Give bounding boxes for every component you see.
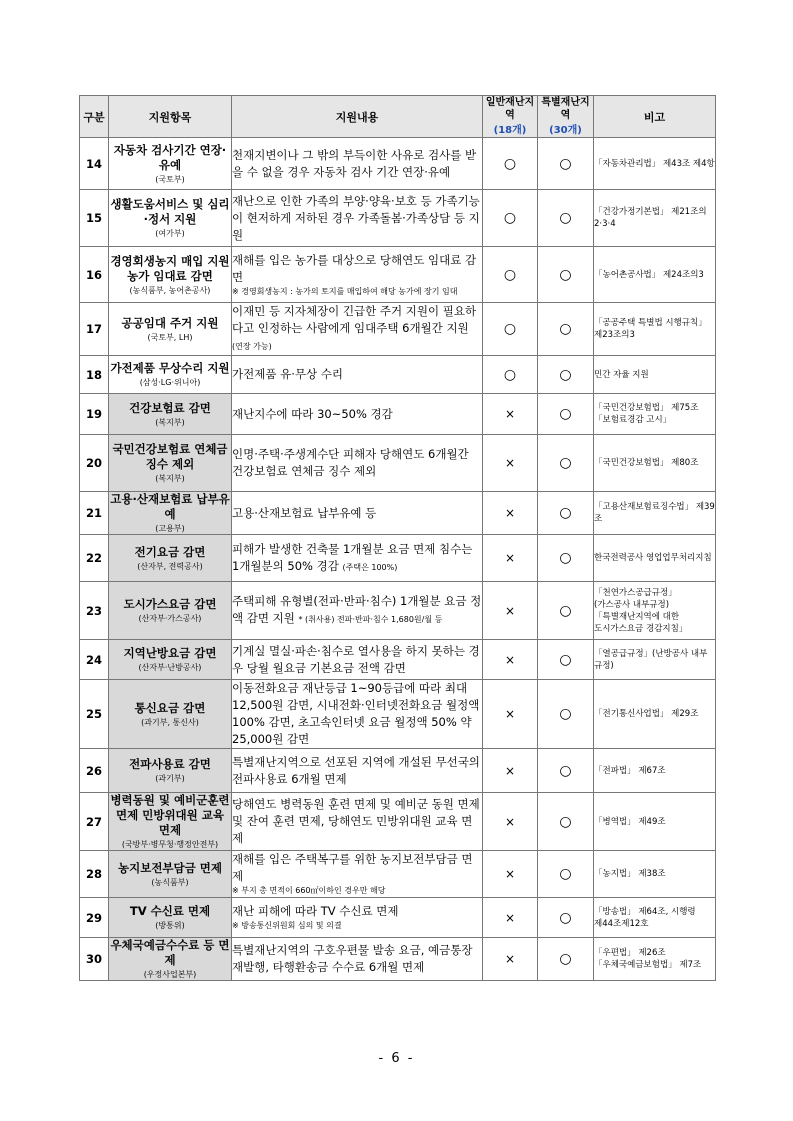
remark-line: 민간 자율 지원 bbox=[594, 369, 649, 380]
table-row bbox=[80, 303, 716, 356]
support-item-label: 도시가스요금 감면 bbox=[123, 597, 217, 611]
general-area-mark: ○ bbox=[483, 247, 538, 303]
remark-line: 제44조제12호 bbox=[594, 918, 649, 929]
support-content bbox=[232, 851, 483, 898]
general-area-mark: × bbox=[483, 535, 538, 582]
table-row bbox=[80, 749, 716, 793]
support-agency: (국토부) bbox=[155, 174, 185, 184]
support-content-note: ※ 경영회생농지 : 농가의 토지를 매입하여 해당 농가에 장기 임대 bbox=[232, 286, 458, 296]
table-row bbox=[80, 138, 716, 190]
support-content-text: 이동전화요금 재난등급 1~90등급에 따라 최대 12,500원 감면, 시내전화·인터넷전화요금 월정액 100% 감면, 초고속인터넷 요금 월정액 50% 약 25,000원 감면 bbox=[232, 681, 480, 746]
row-number: 27 bbox=[80, 793, 109, 851]
support-agency: (고용부) bbox=[155, 524, 185, 533]
table-row bbox=[80, 535, 716, 582]
row-number: 22 bbox=[80, 535, 109, 582]
row-number: 25 bbox=[80, 680, 109, 749]
table-row bbox=[80, 247, 716, 303]
row-number: 18 bbox=[80, 356, 109, 394]
row-number: 21 bbox=[80, 492, 109, 535]
special-area-mark: ○ bbox=[538, 793, 594, 851]
table-row bbox=[80, 680, 716, 749]
remark-line: 「특별재난지역에 대한 bbox=[594, 611, 680, 622]
remark-line: 「우편법」 제26조 bbox=[594, 948, 666, 958]
support-item-label: TV 수신료 면제 bbox=[129, 904, 211, 918]
general-area-mark: ○ bbox=[483, 303, 538, 356]
support-item-label: 농지보전부담금 면제 bbox=[118, 860, 222, 875]
support-content bbox=[232, 749, 483, 793]
support-item bbox=[109, 535, 232, 582]
remark-line: 「국민건강보험법」 제80조 bbox=[594, 458, 699, 468]
special-area-mark: ○ bbox=[538, 851, 594, 898]
special-area-mark: ○ bbox=[538, 247, 594, 303]
remark bbox=[594, 680, 716, 749]
support-content bbox=[232, 535, 483, 582]
remark-line: 「전기통신사업법」 제29조 bbox=[594, 709, 699, 719]
header-special-label: 특별재난지역 bbox=[541, 97, 590, 121]
remark bbox=[594, 492, 716, 535]
support-content-text: 피해가 발생한 건축물 1개월분 요금 면제 침수는 1개월분의 50% 경감 bbox=[232, 541, 473, 573]
support-content-text: 재난지수에 따라 30~50% 경감 bbox=[232, 406, 393, 421]
remark-line: 「국민건강보험법」 제75조 bbox=[594, 403, 699, 413]
support-content-text: 특별재난지역의 구호우편물 발송 요금, 예금통장 재발행, 타행환송금 수수료 6개월 면제 bbox=[232, 943, 473, 974]
support-item bbox=[109, 492, 232, 535]
general-area-mark: ○ bbox=[483, 356, 538, 394]
special-area-mark: ○ bbox=[538, 303, 594, 356]
header-special bbox=[538, 96, 594, 138]
support-content-note: ※ 방송통신위원회 심의 및 의결 bbox=[232, 921, 342, 930]
support-content bbox=[232, 793, 483, 851]
remark-line: 도시가스요금 경감지침」 bbox=[594, 623, 688, 634]
general-area-mark: × bbox=[483, 640, 538, 680]
general-area-mark: ○ bbox=[483, 190, 538, 247]
special-area-mark: ○ bbox=[538, 680, 594, 749]
general-area-mark: × bbox=[483, 793, 538, 851]
support-content-text: 당해연도 병력동원 훈련 면제 및 예비군 동원 면제 및 잔여 훈련 면제, 당해연도 민방위대원 교육 면제 bbox=[232, 797, 480, 845]
support-content bbox=[232, 190, 483, 247]
table-row bbox=[80, 793, 716, 851]
support-content-small: (연장 가능) bbox=[232, 342, 272, 351]
row-number: 14 bbox=[80, 138, 109, 190]
row-number: 19 bbox=[80, 394, 109, 435]
remark-line: 「자동차관리법」 제43조 제4항 bbox=[594, 158, 715, 169]
table-row bbox=[80, 640, 716, 680]
support-content-text: 기계실 멸실·파손·침수로 열사용을 하지 못하는 경우 당월 월요금 기본요금 전액 감면 bbox=[232, 643, 480, 675]
support-content-text: 재해를 입은 농가를 대상으로 당해연도 임대료 감면 bbox=[232, 252, 477, 284]
support-content bbox=[232, 303, 483, 356]
special-area-mark: ○ bbox=[538, 640, 594, 680]
support-content-text: 재난으로 인한 가족의 부양·양육·보호 등 가족기능이 현저하게 저하된 경우 가족돌봄·가족상담 등 지원 bbox=[232, 193, 480, 242]
support-content bbox=[232, 640, 483, 680]
support-agency: (산자부·난방공사) bbox=[138, 663, 202, 672]
row-number: 26 bbox=[80, 749, 109, 793]
support-content-text: 재난 피해에 따라 TV 수신료 면제 bbox=[232, 904, 399, 918]
support-content-text: 가전제품 유·무상 수리 bbox=[232, 367, 343, 381]
row-number: 15 bbox=[80, 190, 109, 247]
general-area-mark: × bbox=[483, 492, 538, 535]
row-number: 16 bbox=[80, 247, 109, 303]
support-content bbox=[232, 138, 483, 190]
support-content-text: 재해를 입은 주택복구를 위한 농지보전부담금 면제 bbox=[232, 852, 473, 883]
support-content bbox=[232, 680, 483, 749]
support-item bbox=[109, 582, 232, 640]
support-content bbox=[232, 582, 483, 640]
general-area-mark: × bbox=[483, 582, 538, 640]
remark-line: 「농어촌공사법」 제24조의3 bbox=[594, 269, 704, 280]
support-item-label: 지역난방요금 감면 bbox=[123, 646, 217, 660]
remark bbox=[594, 938, 716, 981]
table-row bbox=[80, 190, 716, 247]
support-item bbox=[109, 793, 232, 851]
remark bbox=[594, 582, 716, 640]
support-agency: (방통위) bbox=[155, 921, 185, 930]
support-item-label: 생활도움서비스 및 심리·정서 지원 bbox=[110, 197, 230, 226]
general-area-mark: × bbox=[483, 938, 538, 981]
support-content-small: (주택은 100%) bbox=[342, 562, 398, 572]
remark bbox=[594, 851, 716, 898]
support-table bbox=[79, 95, 716, 981]
row-number: 30 bbox=[80, 938, 109, 981]
row-number: 23 bbox=[80, 582, 109, 640]
general-area-mark: × bbox=[483, 435, 538, 492]
header-general-label: 일반재난지역 bbox=[485, 97, 535, 121]
remark bbox=[594, 749, 716, 793]
support-item bbox=[109, 356, 232, 394]
row-number: 20 bbox=[80, 435, 109, 492]
remark-line: 「고용산재보험료징수법」 제39조 bbox=[594, 502, 715, 524]
support-agency: (산자부, 전력공사) bbox=[137, 561, 203, 571]
remark-line: 제23조의3 bbox=[594, 330, 635, 340]
table-row bbox=[80, 938, 716, 981]
support-content-text: 주택피해 유형별(전파·반파·침수) 1개월분 요금 정액 감면 지원 bbox=[232, 594, 482, 625]
remark-line: 「우체국예금보험법」 제7조 bbox=[594, 960, 702, 970]
support-item-label: 전파사용료 감면 bbox=[129, 757, 211, 771]
remark-line: 「보험료경감 고시」 bbox=[594, 415, 672, 425]
support-content bbox=[232, 394, 483, 435]
table-row bbox=[80, 492, 716, 535]
remark bbox=[594, 898, 716, 938]
support-content bbox=[232, 938, 483, 981]
support-item bbox=[109, 138, 232, 190]
special-area-mark: ○ bbox=[538, 535, 594, 582]
support-content-text: 천재지변이나 그 밖의 부득이한 사유로 검사를 받을 수 없을 경우 자동차 검사 기간 연장·유예 bbox=[232, 147, 477, 179]
support-agency: (국방부·병무청·행정안전부) bbox=[121, 840, 219, 849]
header-special-count: (30개) bbox=[549, 125, 582, 136]
remark bbox=[594, 640, 716, 680]
support-item bbox=[109, 851, 232, 898]
remark bbox=[594, 303, 716, 356]
remark-line: 「천연가스공급규정」 bbox=[594, 587, 677, 598]
remark-line: 「농지법」 제38조 bbox=[594, 869, 666, 879]
support-content-small: * (취사용) 전파·반파·침수 1,680원/월 등 bbox=[298, 615, 443, 624]
table-row bbox=[80, 435, 716, 492]
remark-line: 「열공급규정」(난방공사 내부규정) bbox=[594, 648, 708, 671]
general-area-mark: × bbox=[483, 898, 538, 938]
remark-line: (가스공사 내부규정) bbox=[594, 599, 670, 610]
header-row bbox=[80, 96, 716, 138]
support-item-label: 국민건강보험료 연체금 징수 제외 bbox=[112, 442, 228, 471]
support-item-label: 전기요금 감면 bbox=[134, 544, 206, 559]
general-area-mark: × bbox=[483, 749, 538, 793]
general-area-mark: × bbox=[483, 680, 538, 749]
support-item bbox=[109, 680, 232, 749]
remark bbox=[594, 247, 716, 303]
support-item-label: 경영회생농지 매입 지원 농가 임대료 감면 bbox=[110, 253, 230, 283]
special-area-mark: ○ bbox=[538, 138, 594, 190]
support-agency: (과기부, 통신사) bbox=[141, 717, 199, 727]
general-area-mark: ○ bbox=[483, 138, 538, 190]
remark bbox=[594, 356, 716, 394]
support-item-label: 자동차 검사기간 연장·유예 bbox=[113, 142, 227, 172]
remark bbox=[594, 138, 716, 190]
support-item bbox=[109, 247, 232, 303]
support-item bbox=[109, 394, 232, 435]
remark-line: 「공공주택 특별법 시행규칙」 bbox=[594, 318, 707, 328]
header-general bbox=[483, 96, 538, 138]
support-agency: (삼성·LG·위니아) bbox=[139, 378, 201, 387]
support-item bbox=[109, 640, 232, 680]
special-area-mark: ○ bbox=[538, 394, 594, 435]
special-area-mark: ○ bbox=[538, 492, 594, 535]
special-area-mark: ○ bbox=[538, 898, 594, 938]
remark bbox=[594, 793, 716, 851]
remark-line: 「건강가정기본법」 제21조의2·3·4 bbox=[594, 207, 707, 229]
special-area-mark: ○ bbox=[538, 190, 594, 247]
support-agency: (과기부) bbox=[155, 774, 185, 783]
support-agency: (산자부·가스공사) bbox=[138, 614, 202, 623]
support-content-text: 이재민 등 지자체장이 긴급한 주거 지원이 필요하다고 인정하는 사람에게 임대주택 6개월간 지원 bbox=[232, 304, 477, 335]
support-agency: (국토부, LH) bbox=[147, 332, 193, 342]
table-row bbox=[80, 851, 716, 898]
row-number: 29 bbox=[80, 898, 109, 938]
header-general-count: (18개) bbox=[493, 125, 527, 136]
support-item-label: 고용·산재보험료 납부유예 bbox=[110, 492, 230, 521]
row-number: 28 bbox=[80, 851, 109, 898]
general-area-mark: × bbox=[483, 394, 538, 435]
support-item bbox=[109, 938, 232, 981]
support-item bbox=[109, 435, 232, 492]
remark bbox=[594, 190, 716, 247]
row-number: 17 bbox=[80, 303, 109, 356]
support-item bbox=[109, 190, 232, 247]
remark-line: 「전파법」 제67조 bbox=[594, 765, 666, 776]
table-row bbox=[80, 394, 716, 435]
support-agency: (복지부) bbox=[155, 474, 185, 483]
support-item bbox=[109, 898, 232, 938]
header-content: 지원내용 bbox=[232, 96, 483, 138]
support-content-text: 고용·산재보험료 납부유예 등 bbox=[232, 505, 377, 520]
special-area-mark: ○ bbox=[538, 938, 594, 981]
support-item-label: 병력동원 및 예비군훈련 면제 민방위대원 교육 면제 bbox=[110, 793, 230, 837]
header-num: 구분 bbox=[80, 96, 109, 138]
special-area-mark: ○ bbox=[538, 749, 594, 793]
remark bbox=[594, 435, 716, 492]
special-area-mark: ○ bbox=[538, 356, 594, 394]
support-item-label: 우체국예금수수료 등 면제 bbox=[110, 938, 230, 967]
support-content bbox=[232, 898, 483, 938]
support-item-label: 공공임대 주거 지원 bbox=[121, 315, 219, 330]
remark-line: 「방송법」 제64조, 시행령 bbox=[594, 906, 696, 917]
support-content-note: ※ 부지 총 면적이 660㎡이하인 경우만 해당 bbox=[232, 886, 386, 895]
support-item-label: 통신요금 감면 bbox=[134, 700, 206, 715]
header-remark: 비고 bbox=[594, 96, 716, 138]
remark-line: 「병역법」 제49조 bbox=[594, 816, 666, 827]
support-item bbox=[109, 303, 232, 356]
support-content-text: 특별재난지역으로 선포된 지역에 개설된 무선국의 전파사용료 6개월 면제 bbox=[232, 754, 480, 786]
support-agency: (복지부) bbox=[155, 417, 185, 427]
special-area-mark: ○ bbox=[538, 582, 594, 640]
remark bbox=[594, 394, 716, 435]
support-agency: (농식품부, 농어촌공사) bbox=[129, 285, 211, 295]
support-agency: (우정사업본부) bbox=[143, 970, 197, 979]
support-agency: (농식품부) bbox=[151, 877, 189, 887]
support-content bbox=[232, 356, 483, 394]
row-number: 24 bbox=[80, 640, 109, 680]
header-item: 지원항목 bbox=[109, 96, 232, 138]
special-area-mark: ○ bbox=[538, 435, 594, 492]
page-number: - 6 - bbox=[378, 1051, 415, 1066]
support-item bbox=[109, 749, 232, 793]
support-content bbox=[232, 247, 483, 303]
remark bbox=[594, 535, 716, 582]
support-content-text: 인명·주택·주생계수단 피해자 당해연도 6개월간 건강보험료 연체금 징수 제외 bbox=[232, 447, 469, 478]
table-row bbox=[80, 898, 716, 938]
support-content bbox=[232, 492, 483, 535]
table-row bbox=[80, 582, 716, 640]
support-content bbox=[232, 435, 483, 492]
general-area-mark: × bbox=[483, 851, 538, 898]
support-agency: (여가부) bbox=[155, 229, 185, 238]
table-row bbox=[80, 356, 716, 394]
remark-line: 한국전력공사 영업업무처리지침 bbox=[594, 553, 712, 563]
support-item-label: 건강보험료 감면 bbox=[129, 400, 211, 415]
support-item-label: 가전제품 무상수리 지원 bbox=[110, 361, 230, 375]
